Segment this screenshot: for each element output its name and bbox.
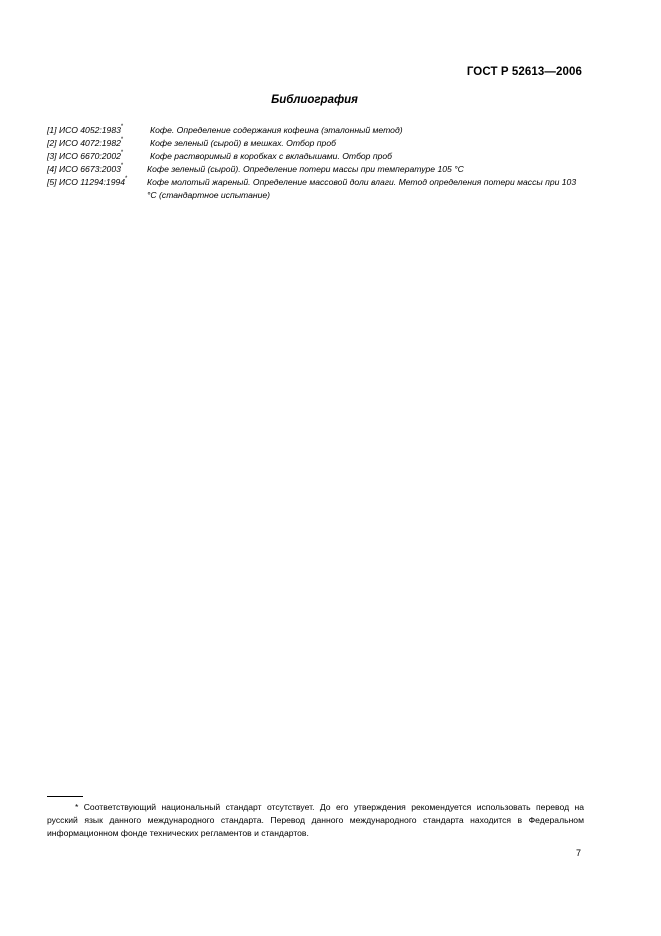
bibliography-title: Кофе. Определение содержания кофеина (эталонный метод): [150, 125, 403, 135]
bibliography-entry: [47, 137, 587, 150]
bibliography-ref: [47, 163, 123, 176]
bibliography-entry: [47, 176, 587, 202]
footnote-mark: *: [120, 163, 124, 169]
ref-number: [2] ИСО 4072:1982: [47, 138, 121, 148]
footnote-mark: *: [120, 150, 124, 156]
footnote-mark: *: [120, 124, 124, 130]
bibliography-entry: [47, 150, 587, 163]
bibliography-title: Кофе молотый жареный. Определение массовой доли влаги. Метод определения потери массы при 103 °С (стандартное испытание): [147, 177, 577, 200]
bibliography-entry: [47, 163, 587, 176]
section-title: Библиография: [271, 94, 358, 106]
ref-number: [1] ИСО 4052:1983: [47, 125, 121, 135]
bibliography-ref: [47, 150, 123, 163]
bibliography-ref: [47, 137, 123, 150]
footnote-divider: [47, 796, 83, 797]
page-number: 7: [575, 848, 581, 858]
bibliography-entry: [47, 124, 587, 137]
bibliography-ref: [47, 124, 123, 137]
ref-number: [3] ИСО 6670:2002: [47, 151, 121, 161]
bibliography-list: [47, 124, 587, 202]
bibliography-ref: [47, 176, 127, 189]
footnote-mark: *: [125, 176, 128, 182]
footnote: * Соответствующий национальный стандарт отсутствует. До его утверждения рекомендуется использовать перевод на русский язык данного международного стандарта. Перевод данного международного стандарта находится в Федеральном информационном фонде технических регламентов и стандартов.: [47, 802, 584, 838]
ref-number: [4] ИСО 6673:2003: [47, 164, 121, 174]
bibliography-title: Кофе растворимый в коробках с вкладышами. Отбор проб: [150, 151, 392, 161]
ref-number: [5] ИСО 11294:1994: [47, 177, 126, 187]
bibliography-title: Кофе зеленый (сырой) в мешках. Отбор проб: [150, 138, 336, 148]
footnote-mark: *: [120, 137, 124, 143]
bibliography-title: Кофе зеленый (сырой). Определение потери массы при температуре 105 °С: [147, 164, 464, 174]
document-code: ГОСТ Р 52613—2006: [466, 66, 582, 78]
